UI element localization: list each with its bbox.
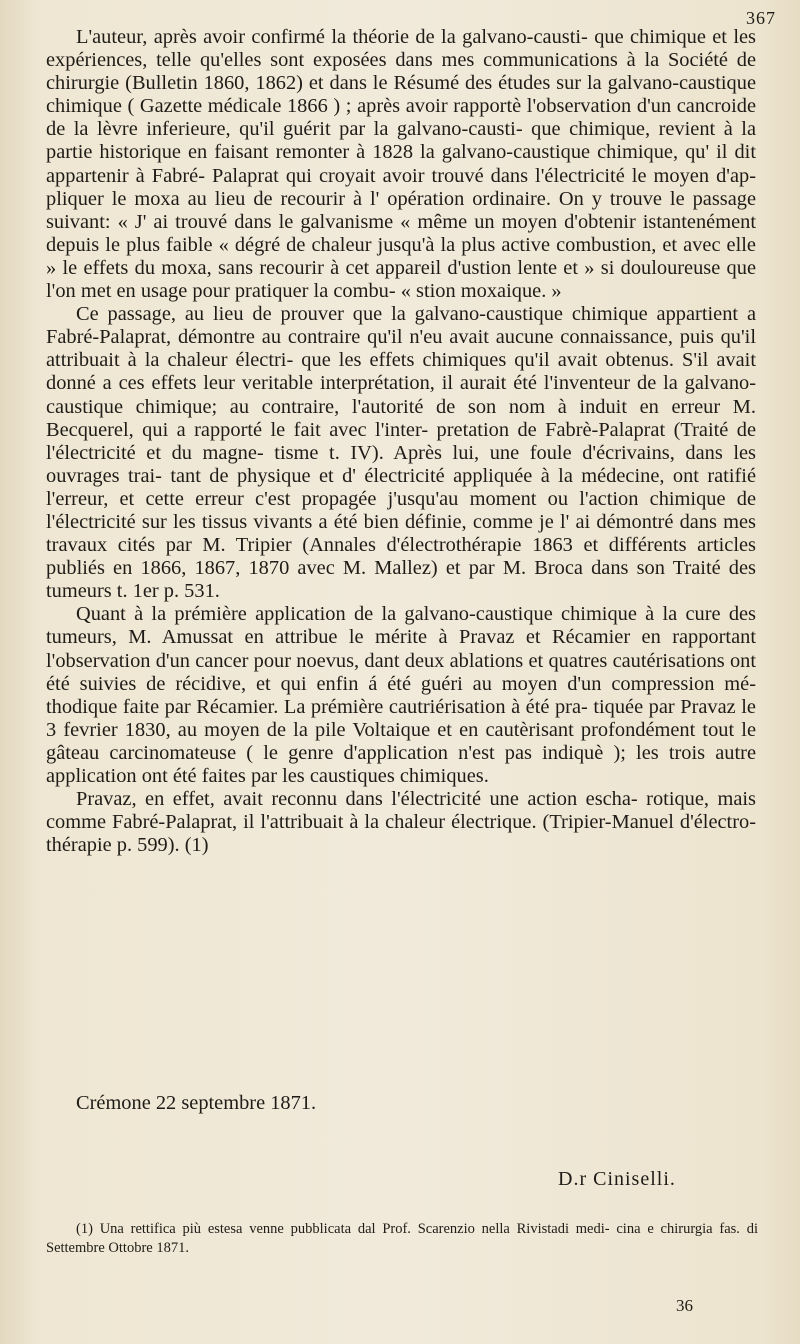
page-number: 367 — [746, 8, 776, 28]
paragraph-2: Ce passage, au lieu de prouver que la galvano-caustique chimique appartient a Fabré-Palaprat, démontre au contraire qu'il n'eu avait aucune connaissance, puis qu'il attribuait à la chaleur électri- que les effets chimiques qu'il avait obtenus. S'il avait donné a ces effets leur veritable interprétation, il aurait été l'inventeur de la galvano-caustique chimique; au contraire, l'autorité de son nom à induit en erreur M. Becquerel, qui a rapporté le fait avec l'inter- pretation de Fabrè-Palaprat (Traité de l'électricité et du magne- tisme t. IV). Après lui, une foule d'écrivains, dans les ouvrages trai- tant de physique et d' électricité appliquée à la médecine, ont ratifié l'erreur, et cette erreur c'est propagée j'usqu'au moment ou l'action chimique de l'électricité sur les tissus vivants a été bien définie, comme je l' ai démontré dans mes travaux cités par M. Tripier (Annales d'électrothérapie 1863 et différents articles publiés en 1866, 1867, 1870 avec M. Mallez) et par M. Broca dans son Traité des tumeurs t. 1er p. 531. — [46, 303, 756, 603]
place-date: Crémone 22 septembre 1871. — [76, 1092, 317, 1114]
body-text — [46, 26, 756, 857]
author-signature: D.r Ciniselli. — [558, 1168, 676, 1190]
footnote — [46, 1220, 758, 1258]
paragraph-1: L'auteur, après avoir confirmé la théorie de la galvano-causti- que chimique et les expériences, telle qu'elles sont exposées dans mes communications à la Société de chirurgie (Bulletin 1860, 1862) et dans le Résumé des études sur la galvano-caustique chimique ( Gazette médicale 1866 ) ; après avoir rapportè l'observation d'un cancroide de la lèvre inferieure, qu'il guérit par la galvano-causti- que chimique, revient à la partie historique en faisant remonter à 1828 la galvano-caustique chimique, qu' il dit appartenir à Fabré- Palaprat qui croyait avoir trouvé dans l'électricité le moyen d'ap- pliquer le moxa au lieu de recourir à l' opération ordinaire. On y trouve le passage suivant: « J' ai trouvé dans le galvanisme « même un moyen d'obtenir istantenément depuis le plus faible « dégré de chaleur jusqu'à la plus active combustion, et avec elle » le effets du moxa, sans recourir à cet appareil d'ustion lente et » si douloureuse que l'on met en usage pour pratiquer la combu- « stion moxaique. » — [46, 26, 756, 303]
paragraph-3: Quant à la prémière application de la galvano-caustique chimique à la cure des tumeurs, M. Amussat en attribue le mérite à Pravaz et Récamier en rapportant l'observation d'un cancer pour noevus, dant deux ablations et quatres cautérisations ont été suivies de récidive, et qui enfin á été guéri au moyen d'un compression mé- thodique faite par Récamier. La prémière cautriérisation à été pra- tiquée par Pravaz le 3 fevrier 1830, au moyen de la pile Voltaique et en cautèrisant profondément tout le gâteau carcinomateuse ( le genre d'application n'est pas indiquè ); les trois autre application ont été faites par les caustiques chimiques. — [46, 603, 756, 787]
paragraph-4: Pravaz, en effet, avait reconnu dans l'électricité une action escha- rotique, mais comme Fabré-Palaprat, il l'attribuait à la chaleur électrique. (Tripier-Manuel d'électro-thérapie p. 599). (1) — [46, 788, 756, 857]
footnote-text: (1) Una rettifica più estesa venne pubblicata dal Prof. Scarenzio nella Rivistadi medi- cina e chirurgia fas. di Settembre Ottobre 1871. — [46, 1221, 758, 1256]
signature-mark: 36 — [676, 1296, 693, 1315]
